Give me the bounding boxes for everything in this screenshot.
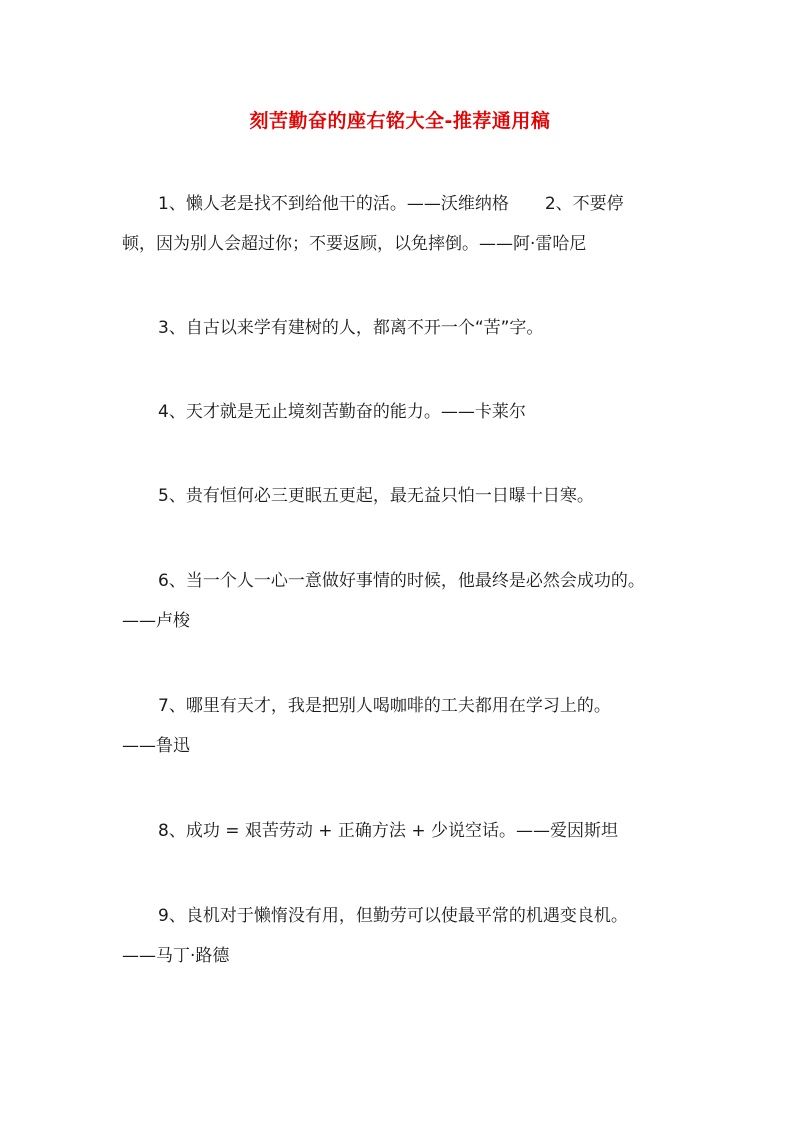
quote-9-text: 9、良机对于懒惰没有用，但勤劳可以使最平常的机遇变良机。 (158, 906, 628, 926)
quote-1-text: 1、懒人老是找不到给他干的活。——沃维纳格 (158, 194, 509, 214)
paragraph-3 (122, 392, 702, 432)
paragraph-8 (122, 896, 702, 976)
document-title: 刻苦勤奋的座右铭大全-推荐通用稿 (249, 110, 551, 132)
paragraph-5 (122, 561, 702, 641)
quote-2-text-start: 2、不要停 (544, 194, 624, 214)
quote-7-author: ——鲁迅 (122, 736, 190, 756)
paragraph-6 (122, 686, 702, 766)
quote-8-text: 8、成功 = 艰苦劳动 + 正确方法 + 少说空话。——爱因斯坦 (158, 821, 618, 841)
paragraph-2 (122, 308, 702, 348)
quote-6-text: 6、当一个人一心一意做好事情的时候，他最终是必然会成功的。 (158, 571, 645, 591)
quote-7-text: 7、哪里有天才，我是把别人喝咖啡的工夫都用在学习上的。 (158, 696, 611, 716)
paragraph-7 (122, 811, 702, 851)
quote-5-text: 5、贵有恒何必三更眠五更起，最无益只怕一日曝十日寒。 (158, 486, 594, 506)
paragraph-4 (122, 476, 702, 516)
quote-9-author: ——马丁·路德 (122, 946, 230, 966)
quote-6-author: ——卢梭 (122, 611, 190, 631)
quote-3-text: 3、自古以来学有建树的人，都离不开一个“苦”字。 (158, 318, 544, 338)
paragraph-1 (122, 184, 702, 264)
quote-4-text: 4、天才就是无止境刻苦勤奋的能力。——卡莱尔 (158, 402, 526, 422)
quote-2-text-end: 顿，因为别人会超过你；不要返顾，以免摔倒。——阿·雷哈尼 (122, 234, 587, 254)
